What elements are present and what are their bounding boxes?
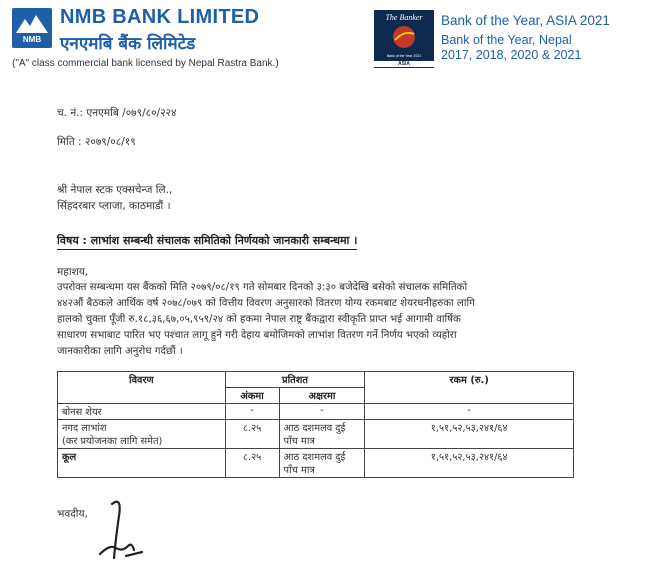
header-description: विवरण [58,372,226,404]
header-amount: रकम (रु.) [365,372,574,404]
total-description: कूल [58,449,226,478]
award-badge-sub: Bank of the Year 2021 [386,54,422,58]
body-line: ४४२औं बैठकले आर्थिक वर्ष २०७८/०७९ को वित्तीय विवरण अनुसारको वितरण योग्य रकमबाट शेयरधनीहरुका लागि [57,298,475,309]
reference-number: च. नं.: एनएमबि /०७९/८०/२२४ [57,107,177,119]
header-in-figures: अंकमा [225,388,279,404]
bank-name-nepali: एनएमबि बैंक लिमिटेड [60,34,196,54]
row-words: आठ दशमलव दुई पाँच मात्र [279,420,365,449]
body-paragraph [57,280,621,360]
letter-date: मिति : २०७९/०८/१९ [57,136,136,148]
award-line-3: 2017, 2018, 2020 & 2021 [441,48,582,62]
signature-image [92,496,152,561]
row-description-note: (कर प्रयोजनका लागि समेत) [62,436,163,447]
row-description [58,420,226,449]
row-figures: ८.२५ [225,420,279,449]
row-description-text: नगद लाभांश [62,423,107,434]
closing: भवदीय, [57,508,88,520]
award-lines [441,33,641,63]
table-header-row [58,372,574,388]
award-line-1: Bank of the Year, ASIA 2021 [441,13,610,28]
row-description: बोनस शेयर [58,404,226,420]
award-line-2: Bank of the Year, Nepal [441,33,572,47]
table-total-row [58,449,574,478]
body-line: उपरोक्त सम्बन्धमा यस बैंकको मिति २०७९/०८/१९ गते सोमबार दिनको ३:३० बजेदेखि बसेको संचालक समितिको [57,282,468,293]
award-badge-region: ASIA [374,61,434,67]
globe-icon [391,24,417,50]
bank-name-english: NMB BANK LIMITED [60,6,260,28]
total-amount: १,५१,५२,५३,२४१/६४ [365,449,574,478]
recipient-name: श्री नेपाल स्टक एक्सचेन्ज लि., [57,184,173,196]
row-amount: - [365,404,574,420]
recipient-address: सिंहदरबार प्लाजा, काठमाडौं । [57,200,171,212]
award-badge [374,10,434,68]
logo-text: NMB [22,35,42,44]
salutation: महाशय, [57,266,89,278]
mountain-icon [16,13,48,33]
total-words: आठ दशमलव दुई पाँच मात्र [279,449,365,478]
header-in-words: अक्षरमा [279,388,365,404]
license-note: ("A" class commercial bank licensed by Nepal Rastra Bank.) [12,58,279,69]
table-row [58,404,574,420]
table-row [58,420,574,449]
body-line: जानकारीका लागि अनुरोध गर्दछौं । [57,346,183,357]
row-figures: - [225,404,279,420]
subject-line: विषय : लाभांश सम्बन्धी संचालक समितिको निर्णयको जानकारी सम्बन्धमा । [57,233,357,250]
total-figures: ८.२५ [225,449,279,478]
row-amount: १,५१,५२,५३,२४१/६४ [365,420,574,449]
body-line: हालको चुक्ता पूँजी रु.१८,३६,६७,०५,९५९/२४ को हकमा नेपाल राष्ट्र बैंकद्वारा स्वीकृति प्राप्त भई आगामी वार्षिक [57,314,461,325]
header-percent: प्रतिशत [225,372,365,388]
award-badge-header: The Banker [385,13,423,22]
body-line: साधारण सभाबाट पारित भए पश्चात लागू हुने गरी देहाय बमोजिमको लाभांश वितरण गर्ने निर्णय भएको व्यहोरा [57,330,457,341]
row-words: - [279,404,365,420]
dividend-table [57,371,574,478]
bank-logo [12,8,52,48]
